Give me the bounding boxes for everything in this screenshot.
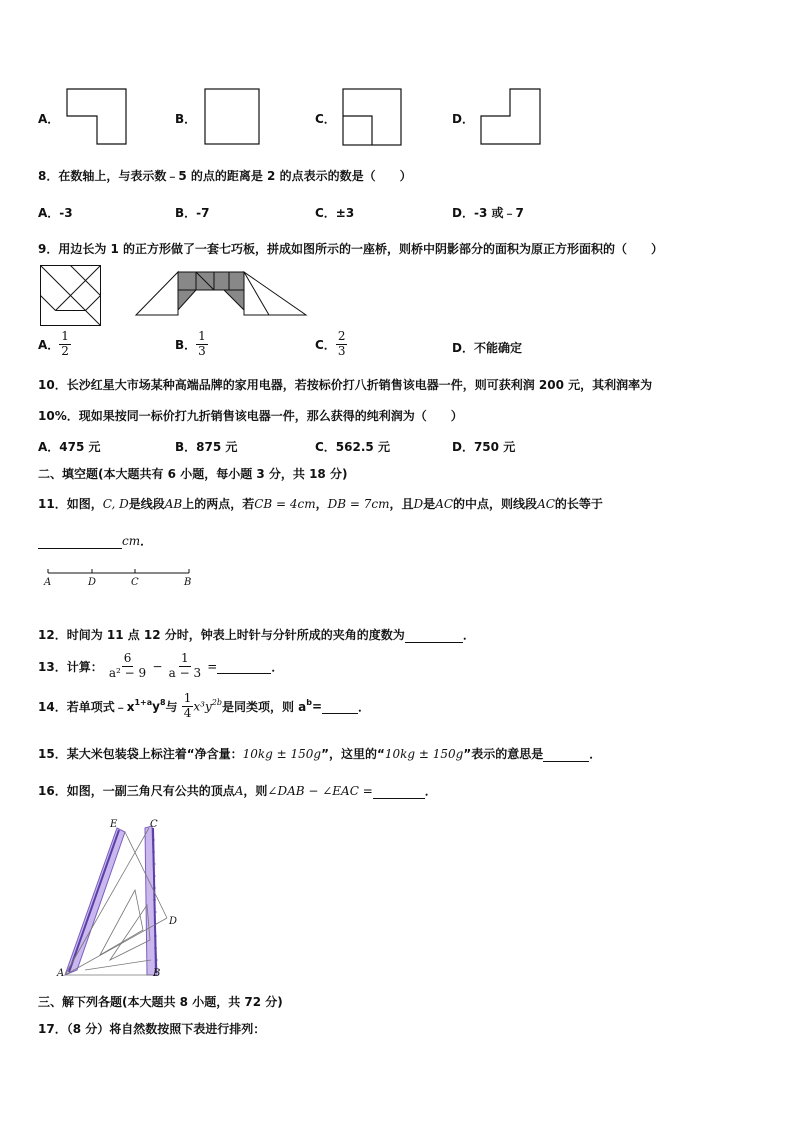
q13-fraction-2: $\frac{1}{a - 3}$ — [168, 651, 202, 680]
q12-answer-blank[interactable] — [405, 628, 463, 643]
q16-label-e: E — [110, 819, 118, 830]
q14-answer-blank[interactable] — [322, 699, 358, 714]
q10-line2: 10%．现如果按同一标价打九折销售该电器一件，那么获得的纯利润为（ ） — [38, 409, 463, 423]
q9-stem: 9．用边长为 1 的正方形做了一套七巧板，拼成如图所示的一座桥，则桥中阴影部分的面积为原正方形面积的（ ） — [38, 242, 664, 256]
q16-answer-blank[interactable] — [373, 784, 425, 799]
q11-segment-figure — [40, 565, 200, 593]
q11-point-b: B — [184, 577, 192, 588]
q16-label-d: D — [169, 916, 178, 927]
q7-figure-a — [66, 88, 130, 146]
q9-option-c: C． $\frac{2}{3}$ — [315, 329, 346, 358]
q16-stem: 16．如图，一副三角尺有公共的顶点A，则∠DAB − ∠EAC = ． — [38, 784, 437, 798]
q17-stem: 17．（8 分）将自然数按照下表进行排列： — [38, 1022, 266, 1036]
q13-stem: 13．计算： $\frac{6}{\text{a² − 9}}$ − $\frac{1}{a - 3}$ = ． — [38, 651, 284, 680]
q8-option-a: A．-3 — [38, 206, 73, 220]
q9-option-b: B． $\frac{1}{3}$ — [175, 329, 206, 358]
section-3-heading: 三、解下列各题(本大题共 8 小题，共 72 分) — [38, 995, 283, 1009]
q16-label-a: A — [57, 968, 65, 979]
q14-fraction: $\frac{1}{4}$ — [183, 691, 192, 720]
q8-option-d: D．-3 或﹣7 — [452, 206, 524, 220]
q12-stem: 12．时间为 11 点 12 分时，钟表上时针与分针所成的夹角的度数为 ． — [38, 628, 475, 642]
q11-answer-line: cm． — [38, 532, 152, 549]
q10-option-d: D．750 元 — [452, 440, 516, 454]
q9-option-d: D．不能确定 — [452, 341, 522, 355]
q7-option-c: C． — [315, 112, 336, 126]
q7-figure-d — [480, 88, 544, 146]
q7-option-b: B． — [175, 112, 197, 126]
q10-line1: 10．长沙红星大市场某种高端品牌的家用电器，若按标价打八折销售该电器一件，则可获利润 200 元，其利润率为 — [38, 378, 653, 392]
q8-option-b: B．-7 — [175, 206, 210, 220]
q9-option-b-fraction: $\frac{1}{3}$ — [198, 329, 206, 358]
q9-tangram-square — [40, 265, 102, 327]
q15-stem: 15．某大米包装袋上标注着“净含量：10kg ± 150g”，这里的“10kg ± 150g”表示的意思是 ． — [38, 747, 602, 761]
q11-answer-blank[interactable] — [38, 534, 122, 549]
q7-option-a: A． — [38, 112, 60, 126]
q13-answer-blank[interactable] — [217, 659, 271, 674]
q8-stem: 8．在数轴上，与表示数﹣5 的点的距离是 2 的点表示的数是（ ） — [38, 169, 412, 183]
q9-option-a-fraction: $\frac{1}{2}$ — [61, 329, 69, 358]
q7-figure-c — [342, 88, 404, 148]
q10-option-b: B．875 元 — [175, 440, 238, 454]
q8-option-c: C．±3 — [315, 206, 355, 220]
q11-stem: 11．如图，C, D是线段AB上的两点，若CB = 4cm，DB = 7cm，且D是AC的中点，则线段AC的长等于 — [38, 497, 603, 511]
q11-point-d: D — [88, 577, 97, 588]
q11-point-a: A — [44, 577, 52, 588]
q10-option-a: A．475 元 — [38, 440, 101, 454]
q16-triangle-rulers-figure — [55, 820, 185, 980]
q7-option-d: D． — [452, 112, 474, 126]
q11-point-c: C — [131, 577, 139, 588]
q9-option-c-fraction: $\frac{2}{3}$ — [337, 329, 346, 358]
section-2-heading: 二、填空题(本大题共有 6 小题，每小题 3 分，共 18 分) — [38, 467, 348, 481]
q13-fraction-1: $\frac{6}{\text{a² − 9}}$ — [108, 651, 147, 680]
q15-answer-blank[interactable] — [543, 747, 589, 762]
q9-option-a: A． $\frac{1}{2}$ — [38, 329, 69, 358]
q16-label-b: B — [153, 968, 161, 979]
q7-figure-b — [204, 88, 262, 146]
q16-label-c: C — [150, 819, 158, 830]
q14-stem: 14．若单项式$﹣x^{1+a}y^8$与 $\frac{1}{4}$ $x^3y^{2b}$是同类项，则 $a^b=$ ． — [38, 691, 371, 720]
q10-option-c: C．562.5 元 — [315, 440, 390, 454]
q9-tangram-bridge — [134, 270, 310, 318]
